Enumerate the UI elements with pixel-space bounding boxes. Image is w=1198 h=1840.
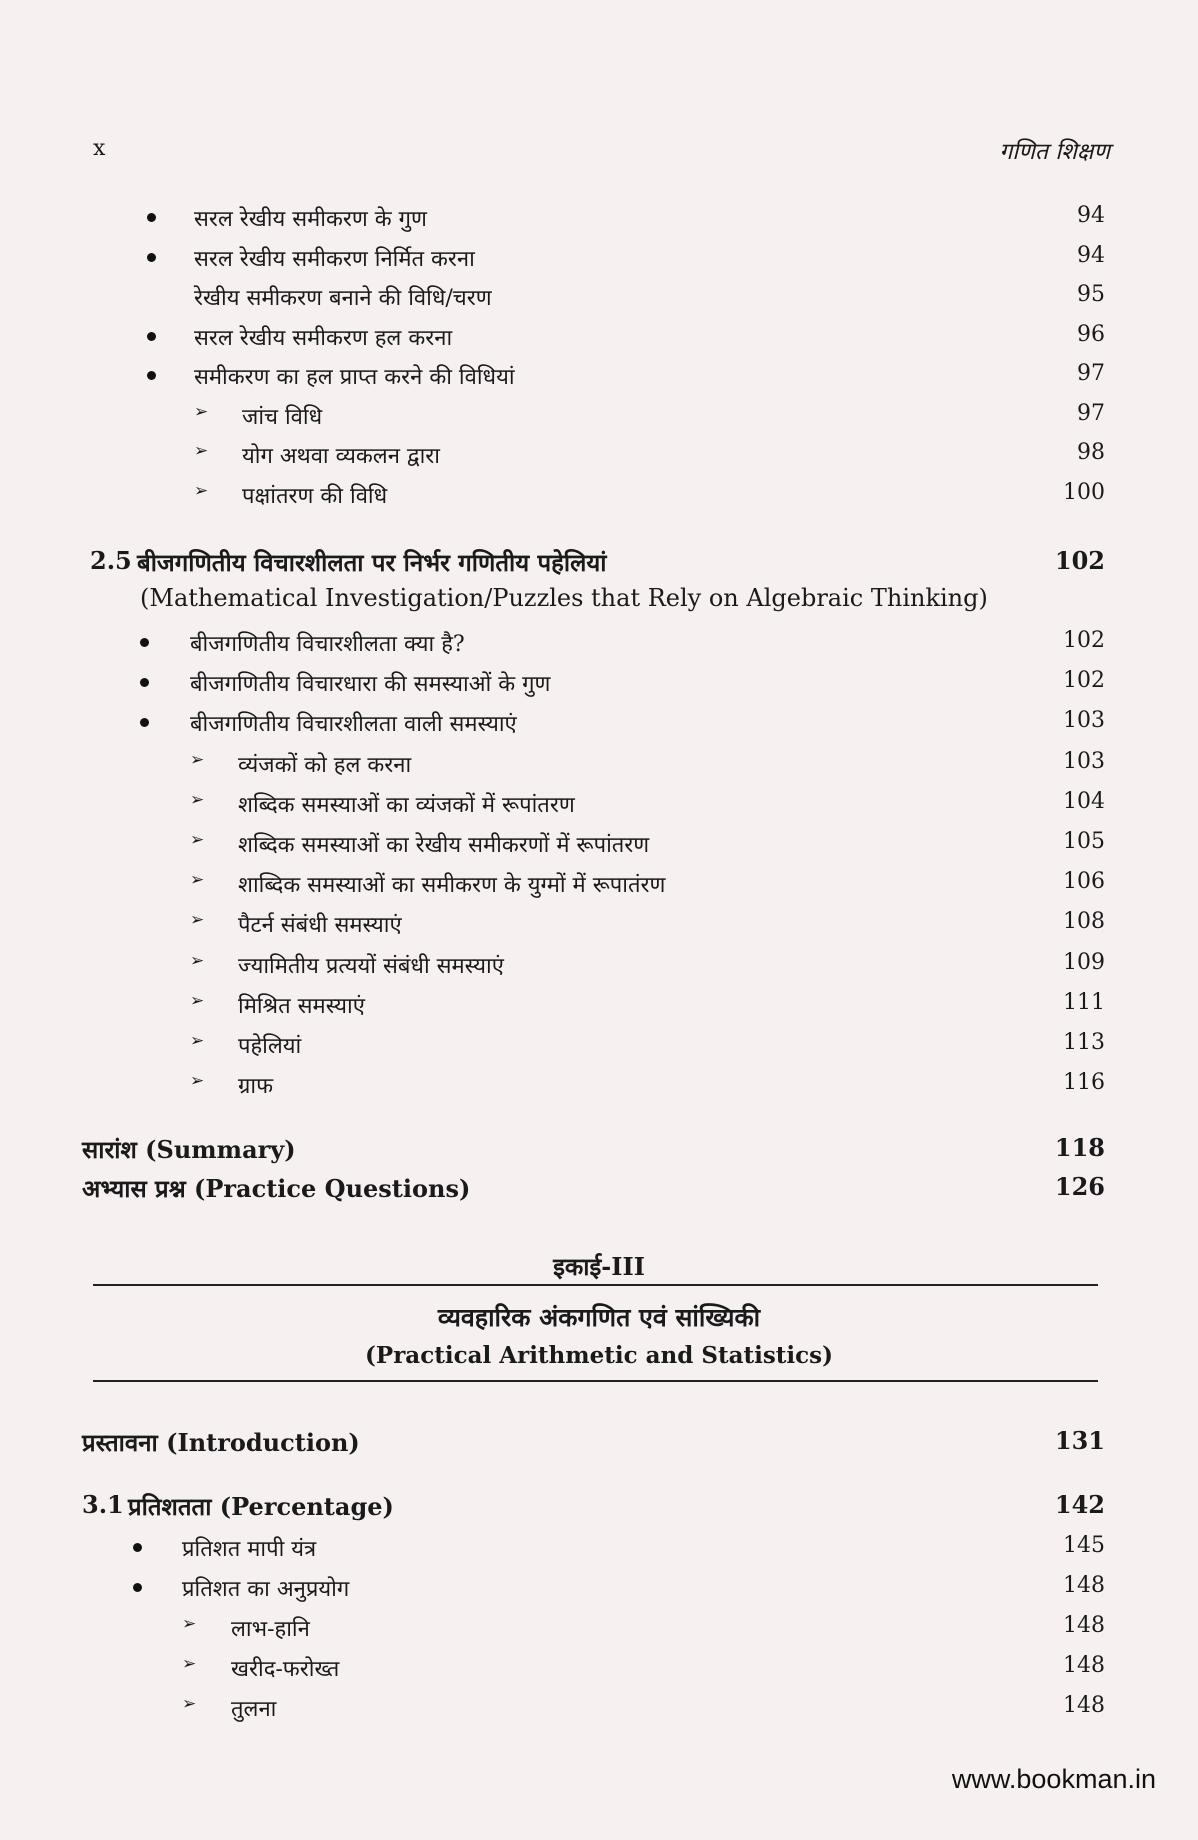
arrow-bullet-icon: ➢: [190, 990, 205, 1011]
toc-entry-page: 148: [1063, 1693, 1105, 1718]
toc-entry-page: 94: [1077, 203, 1105, 228]
toc-entry-page: 96: [1077, 321, 1105, 347]
toc-entry-title: प्रतिशत का अनुप्रयोग: [182, 1577, 350, 1602]
toc-entry-page: 148: [1063, 1653, 1105, 1678]
bullet-icon: [140, 718, 149, 727]
toc-entry-title: पहेलियां: [238, 1034, 302, 1059]
toc-entry-title: सरल रेखीय समीकरण हल करना: [194, 325, 453, 351]
toc-entry-title: बीजगणितीय विचारशीलता वाली समस्याएं: [190, 712, 517, 738]
toc-entry: [0, 440, 1198, 476]
toc-entry: [0, 1573, 1198, 1609]
toc-entry-page: 103: [1063, 748, 1105, 774]
toc-entry-page: 97: [1077, 361, 1105, 386]
section-title: बीजगणितीय विचारशीलता पर निर्भर गणितीय पहेलियां: [137, 548, 607, 577]
toc-entry-page: 102: [1063, 628, 1105, 653]
practice-page: 126: [1054, 1172, 1105, 1201]
toc-entry-title: तुलना: [231, 1697, 277, 1722]
toc-entry: [0, 282, 1198, 318]
arrow-bullet-icon: ➢: [190, 749, 205, 770]
toc-entry-page: 103: [1063, 708, 1105, 734]
toc-entry: [0, 243, 1198, 279]
section-page: 142: [1054, 1490, 1105, 1519]
toc-entry-title: लाभ-हानि: [231, 1617, 310, 1642]
toc-entry: [0, 789, 1198, 825]
arrow-bullet-icon: ➢: [182, 1654, 197, 1674]
toc-entry: [0, 1070, 1198, 1106]
toc-section-2-5-subtitle: [0, 584, 1198, 620]
summary-page: 118: [1054, 1133, 1105, 1162]
toc-entry-title: जांच विधि: [242, 404, 323, 430]
toc-entry-title: प्रतिशत मापी यंत्र: [182, 1537, 317, 1562]
toc-entry-title: व्यंजकों को हल करना: [238, 752, 412, 778]
arrow-bullet-icon: ➢: [194, 480, 209, 501]
toc-entry-page: 95: [1077, 282, 1105, 307]
bullet-icon: [140, 678, 149, 687]
unit-rule-top: [93, 1284, 1098, 1286]
page-number: x: [93, 136, 106, 161]
toc-entry: [0, 909, 1198, 945]
bullet-icon: [147, 371, 156, 380]
toc-entry-page: 109: [1063, 949, 1105, 975]
toc-entry-title: बीजगणितीय विचारशीलता क्या है?: [190, 632, 465, 657]
toc-entry: [0, 628, 1198, 664]
bullet-icon: [147, 253, 156, 262]
toc-entry: [0, 1693, 1198, 1729]
toc-entry-title: रेखीय समीकरण बनाने की विधि/चरण: [194, 286, 492, 311]
unit-label: इकाई-III: [553, 1252, 645, 1281]
arrow-bullet-icon: ➢: [182, 1694, 197, 1714]
toc-introduction: [0, 1426, 1198, 1462]
arrow-bullet-icon: ➢: [194, 401, 209, 422]
toc-entry: [0, 1533, 1198, 1569]
section-page: 102: [1054, 546, 1105, 575]
toc-entry-title: मिश्रित समस्याएं: [238, 993, 365, 1019]
section-number: 3.1: [82, 1490, 124, 1519]
toc-entry-page: 108: [1063, 909, 1105, 935]
toc-section-2-5: [0, 546, 1198, 582]
toc-entry-title: बीजगणितीय विचारधारा की समस्याओं के गुण: [190, 672, 551, 698]
toc-entry-title: योग अथवा व्यकलन द्वारा: [242, 444, 440, 469]
toc-entry-title: खरीद-फरोख्त: [231, 1657, 340, 1682]
toc-entry-title: पैटर्न संबंधी समस्याएं: [238, 913, 402, 939]
toc-entry-page: 97: [1077, 400, 1105, 426]
toc-entry: [0, 1030, 1198, 1066]
bullet-icon: [147, 332, 156, 341]
toc-practice-questions: [0, 1172, 1198, 1208]
toc-entry-page: 105: [1063, 829, 1105, 854]
unit-rule-bottom: [93, 1380, 1098, 1382]
toc-entry: [0, 950, 1198, 986]
toc-entry: [0, 708, 1198, 744]
arrow-bullet-icon: ➢: [182, 1614, 197, 1634]
toc-entry-page: 98: [1077, 440, 1105, 465]
toc-entry: [0, 869, 1198, 905]
toc-entry-title: समीकरण का हल प्राप्त करने की विधियां: [194, 365, 515, 390]
arrow-bullet-icon: ➢: [190, 789, 205, 810]
introduction-label: प्रस्तावना (Introduction): [82, 1428, 360, 1457]
bullet-icon: [133, 1543, 142, 1552]
toc-section-3-1: [0, 1490, 1198, 1526]
arrow-bullet-icon: ➢: [190, 830, 205, 850]
toc-summary: [0, 1133, 1198, 1169]
unit-title-hindi: व्यवहारिक अंकगणित एवं सांख्यिकी: [437, 1303, 761, 1332]
toc-entry-title: शब्दिक समस्याओं का रेखीय समीकरणों में रूपांतरण: [238, 833, 650, 858]
arrow-bullet-icon: ➢: [190, 910, 205, 931]
section-number: 2.5: [90, 546, 132, 575]
arrow-bullet-icon: ➢: [190, 1071, 205, 1092]
toc-entry: [0, 1653, 1198, 1689]
bullet-icon: [140, 638, 149, 647]
toc-entry: [0, 829, 1198, 865]
toc-entry-page: 148: [1063, 1573, 1105, 1598]
toc-entry: [0, 322, 1198, 358]
toc-entry-page: 102: [1063, 668, 1105, 694]
toc-entry-page: 145: [1063, 1533, 1105, 1558]
introduction-page: 131: [1054, 1426, 1105, 1455]
toc-entry: [0, 749, 1198, 785]
arrow-bullet-icon: ➢: [190, 1031, 205, 1051]
toc-entry-title: शाब्दिक समस्याओं का समीकरण के युग्मों में रूपातंरण: [238, 873, 666, 899]
arrow-bullet-icon: ➢: [190, 870, 205, 891]
summary-label: सारांश (Summary): [82, 1135, 296, 1164]
toc-entry-title: पक्षांतरण की विधि: [242, 483, 388, 509]
toc-entry-title: ज्यामितीय प्रत्ययों संबंधी समस्याएं: [238, 953, 504, 979]
toc-entry-page: 116: [1063, 1070, 1105, 1096]
toc-entry: [0, 1613, 1198, 1649]
toc-entry-title: सरल रेखीय समीकरण के गुण: [194, 207, 427, 232]
website-watermark: www.bookman.in: [951, 1764, 1156, 1794]
toc-entry: [0, 361, 1198, 397]
toc-entry: [0, 668, 1198, 704]
toc-entry-page: 104: [1063, 788, 1105, 814]
toc-entry-page: 148: [1063, 1613, 1105, 1638]
arrow-bullet-icon: ➢: [190, 950, 205, 971]
toc-entry-title: शब्दिक समस्याओं का व्यंजकों में रूपांतरण: [238, 792, 575, 818]
toc-entry-page: 94: [1077, 242, 1105, 268]
toc-entry: [0, 480, 1198, 516]
arrow-bullet-icon: ➢: [194, 441, 209, 461]
toc-entry: [0, 203, 1198, 239]
toc-entry-title: ग्राफ: [238, 1074, 274, 1100]
bullet-icon: [147, 213, 156, 222]
toc-entry-title: सरल रेखीय समीकरण निर्मित करना: [194, 246, 475, 272]
toc-entry-page: 100: [1063, 479, 1105, 505]
section-subtitle: (Mathematical Investigation/Puzzles that Rely on Algebraic Thinking): [140, 584, 988, 612]
unit-title-english: (Practical Arithmetic and Statistics): [365, 1342, 833, 1369]
practice-label: अभ्यास प्रश्न (Practice Questions): [82, 1174, 471, 1203]
toc-entry-page: 113: [1063, 1030, 1105, 1055]
running-header: गणित शिक्षण: [999, 139, 1110, 165]
bullet-icon: [133, 1583, 142, 1592]
section-title: प्रतिशतता (Percentage): [128, 1492, 394, 1521]
toc-entry: [0, 401, 1198, 437]
toc-entry-page: 106: [1063, 869, 1105, 895]
toc-entry: [0, 990, 1198, 1026]
toc-entry-page: 111: [1063, 989, 1105, 1015]
